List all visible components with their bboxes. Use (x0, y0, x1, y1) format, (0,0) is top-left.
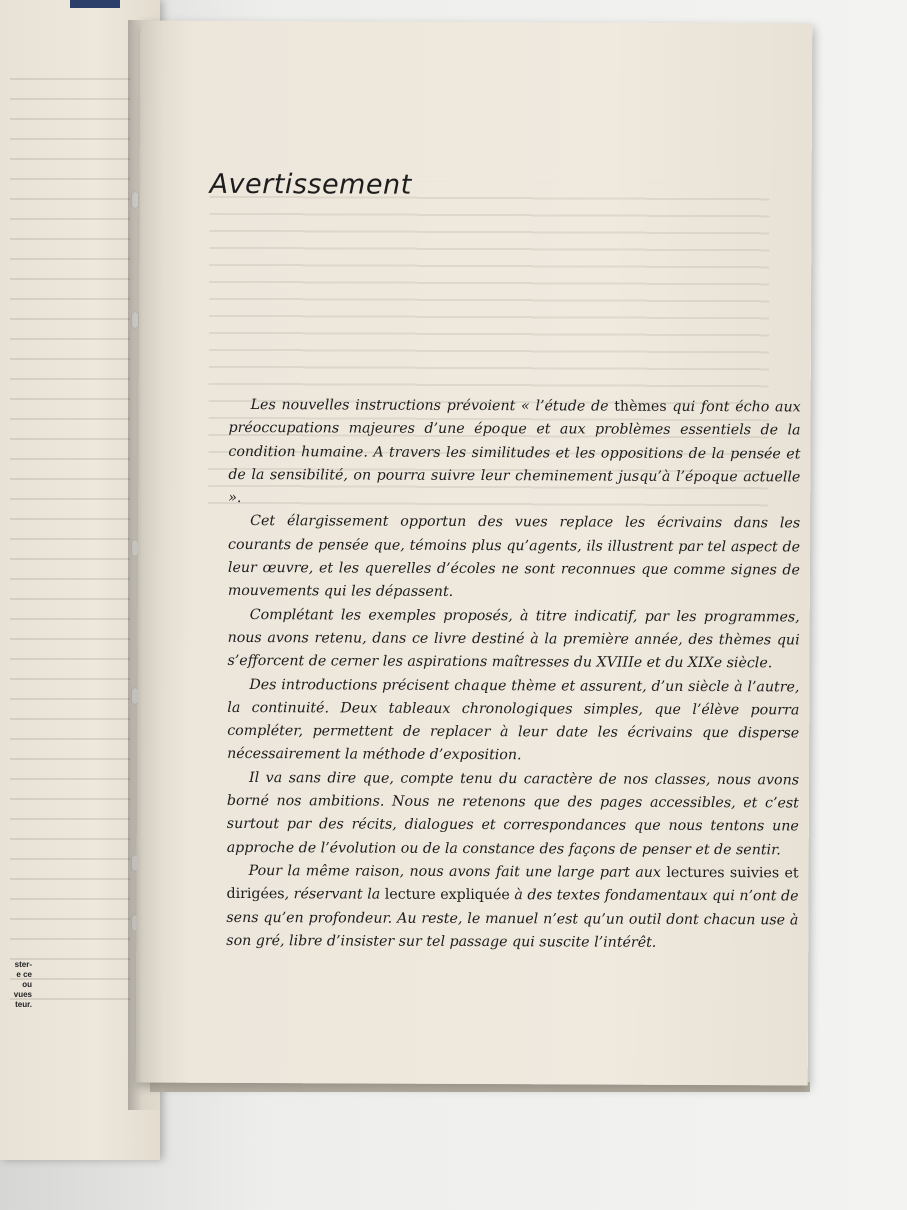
edge-text-line: teur. (15, 1000, 32, 1009)
text-run: à des textes fondamentaux qui n’ont de sens qu’en profondeur. Au reste, le manuel n’est qu’un outil dont chacun use à son gré, libre d’insister sur tel passage qui suscite l’intérêt. (226, 887, 799, 951)
text-run: Les nouvelles instructions prévoient « l’étude de (250, 397, 615, 415)
text-run: Cet élargissement opportun des vues replace les écrivains dans les courants de pensée que, témoins plus qu’agents, ils illustrent par tel aspect de leur œuvre, et les querelles d’écoles ne sont reconnues que comme signes de mouvements qui les dépassent. (227, 513, 801, 601)
preface-paragraph (227, 673, 799, 769)
preface-paragraph (227, 767, 799, 863)
emphasis-run: lectures suivies et dirigées (226, 864, 799, 903)
preface-paragraph (228, 510, 800, 606)
preface-paragraph (227, 604, 799, 676)
text-run: Pour la même raison, nous avons fait une large part aux (248, 862, 667, 881)
edge-text-line: e ce (16, 970, 32, 979)
book-gutter-shadow (128, 20, 164, 1110)
edge-text-line: ster- (14, 960, 32, 969)
emphasis-run: lecture expliquée (384, 886, 510, 904)
preface-paragraph (226, 860, 798, 956)
text-run: Il va sans dire que, compte tenu du caractère de nos classes, nous avons borné nos ambitions. Nous ne retenons que des pages accessibles, et c’est surtout par des récits, dialogues et correspondances que nous tentons une approche de l’évolution ou de la constance des façons de penser et de sentir. (226, 769, 800, 858)
right-page (136, 21, 813, 1086)
emphasis-run: thèmes (614, 398, 667, 415)
edge-text-line: ou (22, 980, 32, 989)
cover-edge (70, 0, 120, 8)
text-run: Complétant les exemples proposés, à titre indicatif, par les programmes, nous avons retenu, dans ce livre destiné à la première année, des thèmes qui s’efforcent de cerner les aspirations maîtresses du XVIIIe et du XIXe siècle. (227, 606, 800, 672)
text-run: Des introductions précisent chaque thème et assurent, d’un siècle à l’autre, la continuité. Deux tableaux chronologiques simples, que l’élève pourra compléter, permettent de replacer à leur date les écrivains que disperse nécessairement la méthode d’exposition. (227, 676, 800, 764)
text-run: qui font écho aux préoccupations majeures d’une époque et aux problèmes essentiels de la condition humaine. A travers les similitudes et les oppositions de la pensée et de la sensibilité, on pourra suivre leur cheminement jusqu’à l’époque actuelle ». (228, 398, 801, 507)
text-run: , réservant la (284, 886, 385, 903)
left-page-faint-text (10, 60, 130, 1010)
preface-paragraph (228, 394, 801, 513)
left-page-edge-text (2, 960, 32, 1010)
page-title: Avertissement (209, 168, 412, 201)
preface-body (226, 394, 800, 956)
edge-text-line: vues (13, 990, 32, 999)
